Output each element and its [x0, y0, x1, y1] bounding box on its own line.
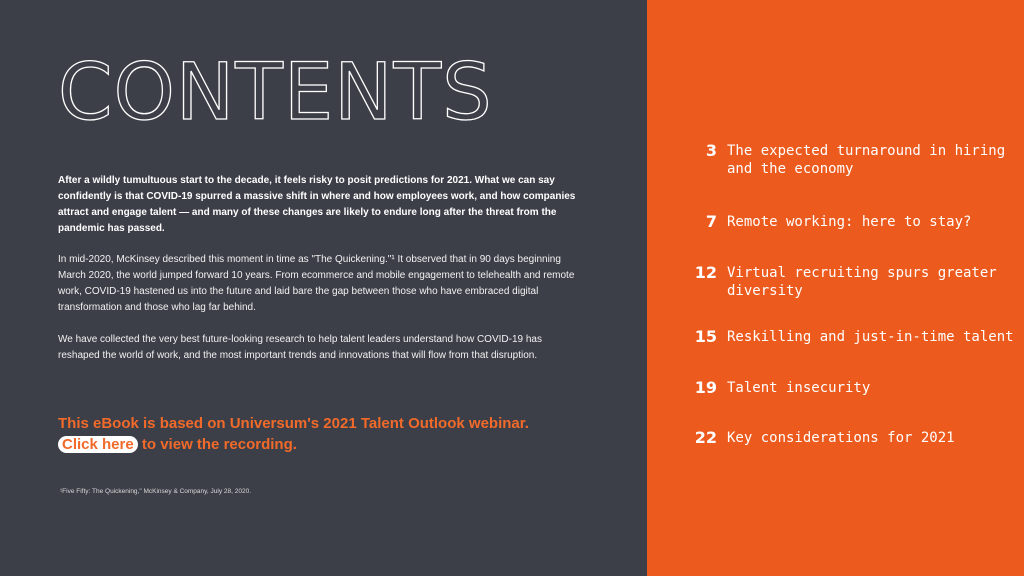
toc-item[interactable] — [647, 213, 1024, 253]
click-here-button[interactable]: Click here — [58, 436, 138, 453]
toc-page-number: 7 — [705, 212, 717, 231]
toc-page-number: 19 — [694, 378, 717, 397]
toc-item[interactable] — [647, 429, 1024, 469]
promo-text: This eBook is based on Universum's 2021 Talent Outlook webinar. — [58, 415, 529, 432]
table-of-contents — [647, 0, 1024, 576]
page-title: CONTENTS — [58, 48, 493, 138]
toc-panel — [647, 0, 1024, 576]
toc-title: Key considerations for 2021 — [727, 430, 955, 446]
toc-title: Remote working: here to stay? — [727, 214, 972, 230]
footnote: ¹Five Fifty: The Quickening," McKinsey & Company, July 28, 2020. — [60, 488, 252, 495]
toc-title: Reskilling and just-in-time talent — [727, 329, 1014, 345]
intro-paragraph-1: After a wildly tumultuous start to the decade, it feels risky to posit predictions for 2021. What we can say confidently is that COVID-19 spurred a massive shift in where and how employees work, and how companies attract and engage talent — and many of these changes are likely to endure long after the threat from the pandemic has passed. — [58, 175, 576, 234]
toc-page-number: 22 — [694, 428, 717, 447]
toc-page-number: 12 — [694, 263, 717, 282]
webinar-promo — [58, 413, 598, 455]
toc-title: The expected turnaround in hiring and the economy — [727, 143, 1006, 177]
intro-paragraph-2: In mid-2020, McKinsey described this moment in time as "The Quickening."¹ It observed that in 90 days beginning March 2020, the world jumped forward 10 years. From ecommerce and mobile engagement to telehealth and remote work, COVID-19 hastened us into the future and laid bare the gap between those who have embraced digital transformation and those who lag far behind. — [58, 254, 575, 313]
toc-item[interactable] — [647, 264, 1024, 304]
toc-item[interactable] — [647, 328, 1024, 368]
toc-title: Virtual recruiting spurs greater diversity — [727, 265, 997, 299]
toc-page-number: 15 — [694, 327, 717, 346]
promo-text-suffix: to view the recording. — [137, 436, 297, 453]
toc-item[interactable] — [647, 379, 1024, 419]
intro-paragraph-3: We have collected the very best future-looking research to help talent leaders understand how COVID-19 has reshaped the world of work, and the most important trends and innovations that will flow from that disruption. — [58, 334, 542, 361]
toc-page-number: 3 — [705, 141, 717, 160]
toc-title: Talent insecurity — [727, 380, 871, 396]
toc-item[interactable] — [647, 142, 1024, 182]
